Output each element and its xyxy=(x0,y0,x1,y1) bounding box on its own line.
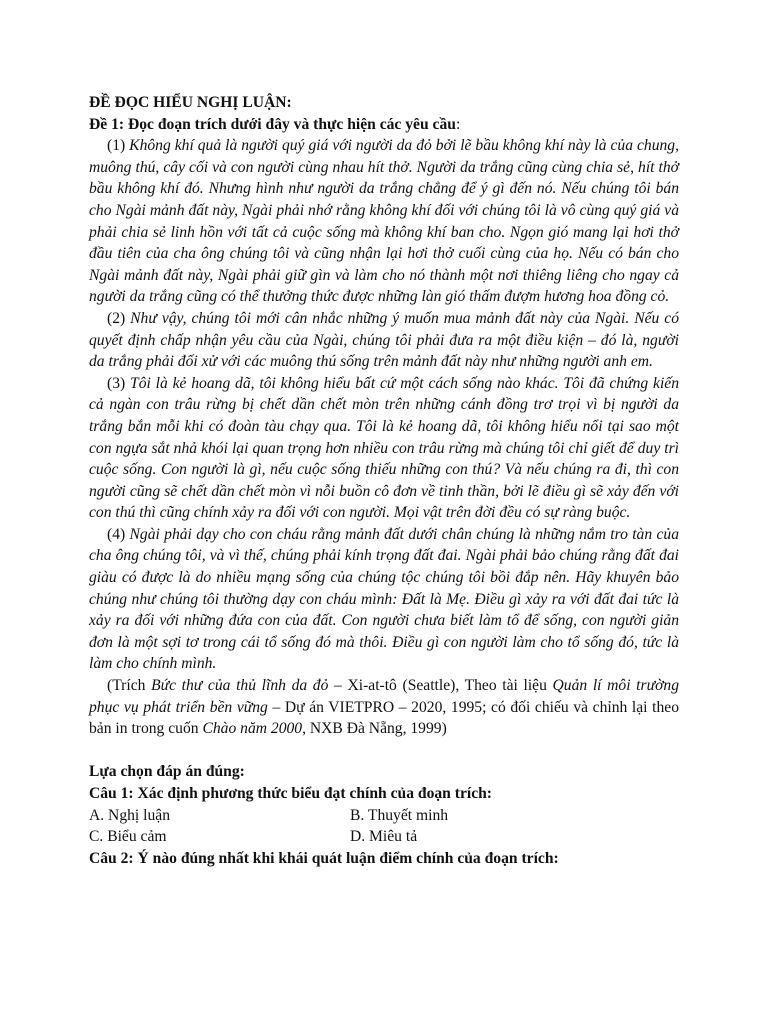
document-title: ĐỀ ĐỌC HIỂU NGHỊ LUẬN: xyxy=(89,94,292,111)
citation-book: Chào năm 2000 xyxy=(202,720,303,738)
paragraph-text: Tôi là kẻ hoang dã, tôi không hiểu bất cứ một cách sống nào khác. Tôi đã chứng kiến cả ngàn con trâu rừng bị chết dần chết mòn trên những cánh đồng trơ trọi vì bị người da trắng bắn mỗi khi có đoàn tàu chạy qua. Tôi là kẻ hoang dã, tôi không hiểu nổi tại sao một con ngựa sắt nhả khói lại quan trọng hơn nhiều con trâu rừng mà chúng tôi chỉ giết để duy trì cuộc sống. Con người là gì, nếu cuộc sống thiếu những con thú? Và nếu chúng ra đi, thì con người cũng sẽ chết dần chết mòn vì nỗi buồn cô đơn về tinh thần, bởi lẽ điều gì sẽ xảy đến với con thú thì cũng chính xảy ra đối với con người. Mọi vật trên đời đều có sự ràng buộc. xyxy=(89,374,679,522)
document-page xyxy=(89,92,679,869)
option-c[interactable]: C. Biểu cảm xyxy=(89,828,167,846)
exercise-heading xyxy=(89,114,679,136)
question-1: Câu 1: Xác định phương thức biểu đạt chính của đoạn trích: xyxy=(89,785,492,802)
citation-part-4: , NXB Đà Nẵng, 1999) xyxy=(302,720,447,738)
paragraph-number: (4) xyxy=(107,525,130,543)
paragraph-number: (3) xyxy=(107,374,131,392)
question-2: Câu 2: Ý nào đúng nhất khi khái quát luận điểm chính của đoạn trích: xyxy=(89,849,559,867)
section-label: Lựa chọn đáp án đúng: xyxy=(89,763,245,781)
paragraph-text: Ngài phải dạy cho con cháu rằng mảnh đất dưới chân chúng là những nắm tro tàn của cha ông chúng tôi, và vì thế, chúng phải kính trọng đất đai. Ngài phải bảo chúng rằng đất đai giàu có được là do nhiều mạng sống của chúng tộc chúng tôi bồi đắp nên. Hãy khuyên bảo chúng như chúng tôi thường dạy con cháu mình: Đất là Mẹ. Điều gì xảy ra với đất đai tức là xảy ra đối với những đứa con của đất. Con người chưa biết làm tổ để sống, con người giản đơn là một sợi tơ trong cái tổ sống đó mà thôi. Điều gì con người làm cho tổ sống đó, tức là làm cho chính mình. xyxy=(89,525,679,673)
citation-part-1: (Trích xyxy=(107,677,152,695)
citation-work: Bức thư của thủ lĩnh da đỏ xyxy=(151,677,329,695)
option-a[interactable]: A. Nghị luận xyxy=(89,806,170,824)
paragraph-4 xyxy=(89,524,679,675)
paragraph-number: (1) xyxy=(107,137,130,155)
question-1-options xyxy=(89,805,679,848)
citation-part-2: – Xi-at-tô (Seattle), Theo tài liệu xyxy=(328,677,553,695)
spacer xyxy=(89,740,679,762)
paragraph-number: (2) xyxy=(107,309,131,327)
exercise-label: Đề 1: Đọc đoạn trích dưới đây và thực hiện các yêu cầu xyxy=(89,115,456,133)
paragraph-1 xyxy=(89,135,679,308)
citation-part-3: – Dự án VIETPRO – 2020, 1995; có đối chiếu và chỉnh lại theo bản in trong cuốn xyxy=(89,698,679,738)
paragraph-3 xyxy=(89,373,679,524)
paragraph-2 xyxy=(89,308,679,373)
paragraph-text: Như vậy, chúng tôi mới cân nhắc những ý muốn mua mảnh đất này của Ngài. Nếu có quyết định chấp nhận yêu cầu của Ngài, chúng tôi phải đưa ra một điều kiện – đó là, người da trắng phải đối xử với các muông thú sống trên mảnh đất này như những người anh em. xyxy=(89,309,679,371)
paragraph-text: Không khí quả là người quý giá với người da đỏ bởi lẽ bầu không khí này là của chung, muông thú, cây cối và con người cùng nhau hít thở. Người da trắng cũng cùng chia sẻ, hít thở bầu không khí đó. Nhưng hình như người da trắng chẳng để ý gì đến nó. Nếu chúng tôi bán cho Ngài mảnh đất này, Ngài phải nhớ rằng không khí đối với chúng tôi là vô cùng quý giá và phải chia sẻ linh hồn với tất cả cuộc sống mà không khí ban cho. Ngọn gió mang lại hơi thở đầu tiên của cha ông chúng tôi và cũng nhận lại hơi thở cuối cùng của họ. Nếu có bán cho Ngài mảnh đất này, Ngài phải giữ gìn và làm cho nó thành một nơi thiêng liêng cho ngay cả người da trắng cũng có thể thưởng thức được những làn gió thấm đượm hương hoa đồng cỏ. xyxy=(89,137,679,306)
option-b[interactable]: B. Thuyết minh xyxy=(350,806,449,824)
option-d[interactable]: D. Miêu tả xyxy=(350,828,418,846)
citation-source: Quản lí môi trường phục vụ phát triển bền vững xyxy=(89,677,679,716)
citation xyxy=(89,675,679,740)
exercise-colon: : xyxy=(455,115,461,133)
